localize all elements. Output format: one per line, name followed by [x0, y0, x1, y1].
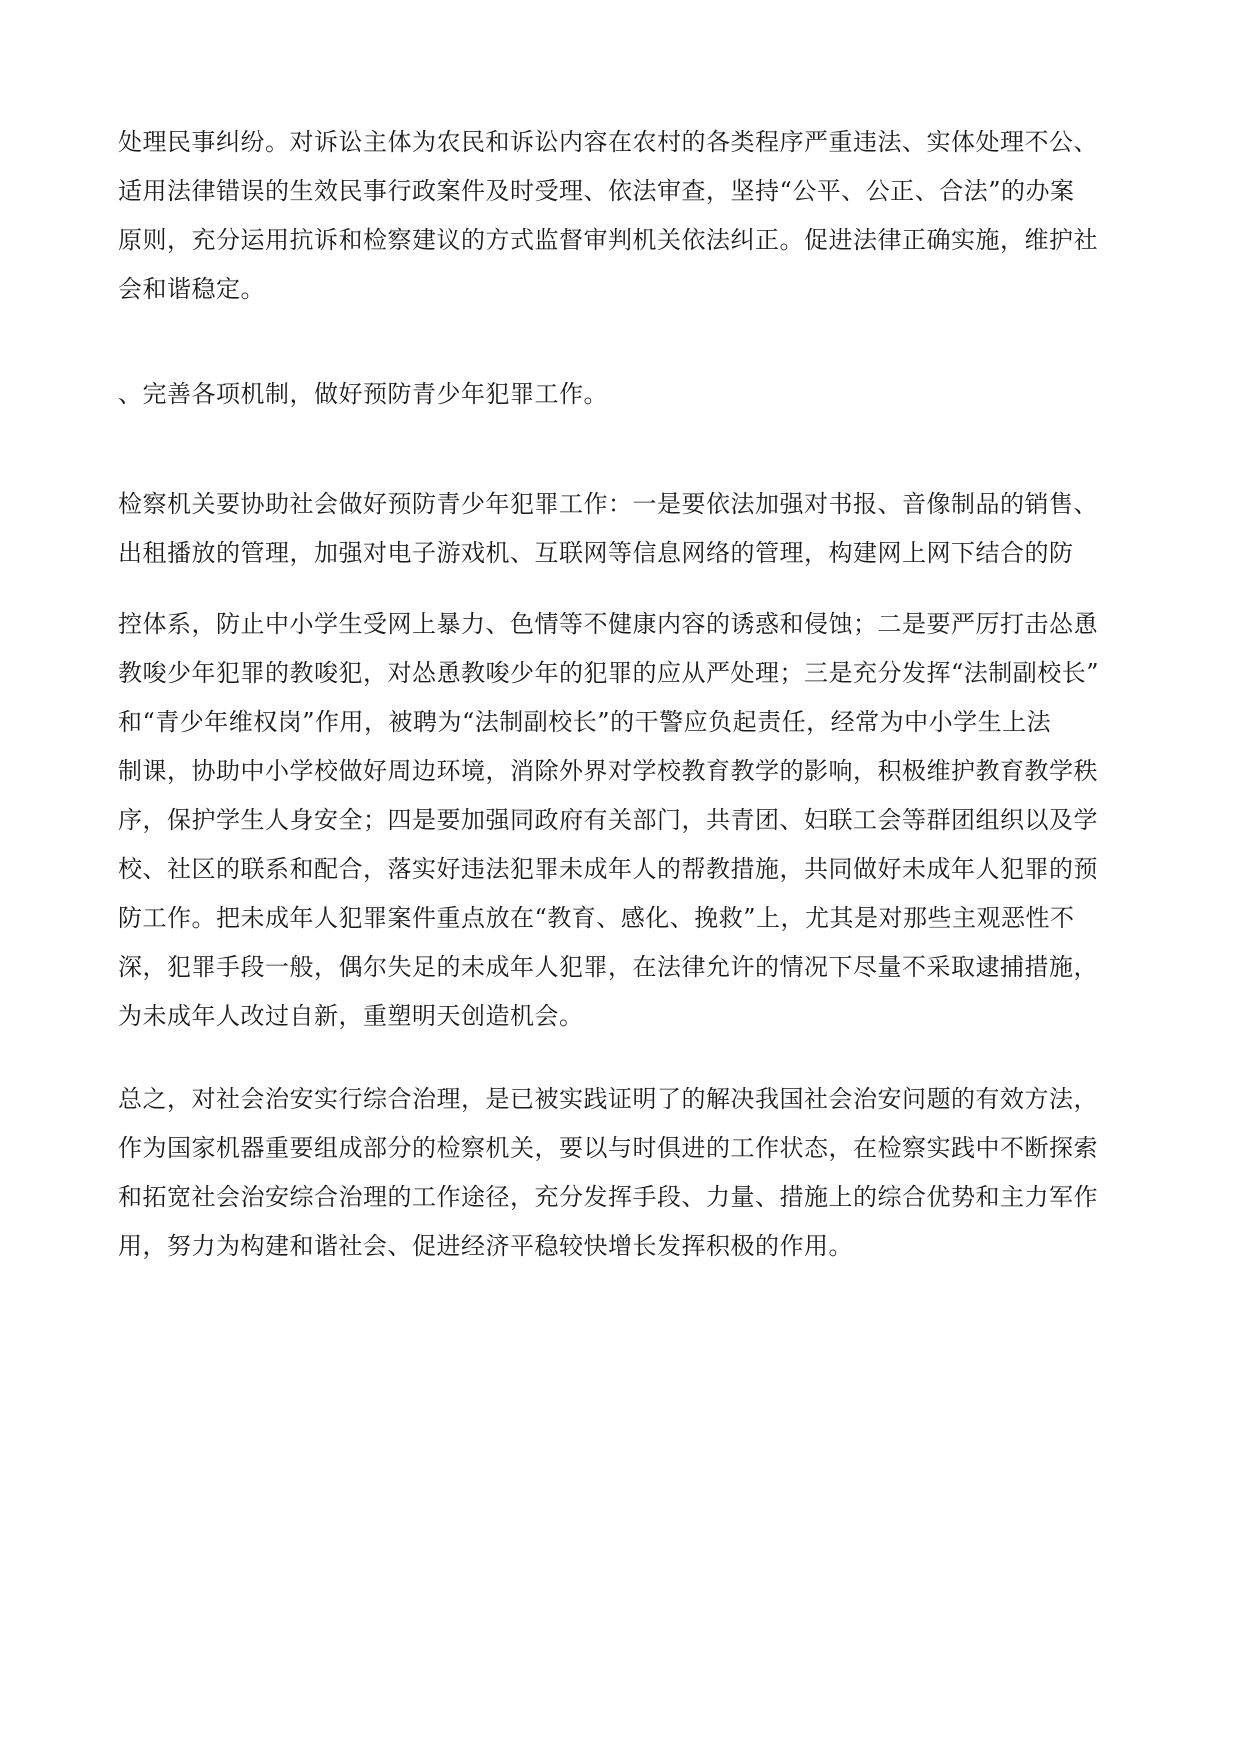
text-line: 和拓宽社会治安综合治理的工作途径，充分发挥手段、力量、措施上的综合优势和主力军作	[118, 1183, 1098, 1211]
text-line: 、完善各项机制，做好预防青少年犯罪工作。	[118, 380, 608, 408]
paragraph-conclusion	[118, 1075, 1128, 1271]
paragraph-civil-disputes	[118, 118, 1128, 314]
text-line: 检察机关要协助社会做好预防青少年犯罪工作：一是要依法加强对书报、音像制品的销售、	[118, 490, 1098, 518]
text-line: 控体系，防止中小学生受网上暴力、色情等不健康内容的诱惑和侵蚀；二是要严厉打击怂恿	[118, 610, 1098, 638]
paragraph-youth-crime-intro	[118, 480, 1128, 578]
text-line: 适用法律错误的生效民事行政案件及时受理、依法审查，坚持“公平、公正、合法”的办案	[118, 177, 1075, 205]
text-line: 教唆少年犯罪的教唆犯，对怂恿教唆少年的犯罪的应从严处理；三是充分发挥“法制副校长”	[118, 659, 1100, 687]
text-line: 用，努力为构建和谐社会、促进经济平稳较快增长发挥积极的作用。	[118, 1232, 853, 1260]
text-line: 总之，对社会治安实行综合治理，是已被实践证明了的解决我国社会治安问题的有效方法，	[118, 1085, 1098, 1113]
text-line: 校、社区的联系和配合，落实好违法犯罪未成年人的帮教措施，共同做好未成年人犯罪的预	[118, 855, 1098, 883]
text-line: 深，犯罪手段一般，偶尔失足的未成年人犯罪，在法律允许的情况下尽量不采取逮捕措施，	[118, 953, 1098, 981]
text-line: 防工作。把未成年人犯罪案件重点放在“教育、感化、挽救”上，尤其是对那些主观恶性不	[118, 904, 1075, 932]
text-line: 为未成年人改过自新，重塑明天创造机会。	[118, 1002, 584, 1030]
text-line: 作为国家机器重要组成部分的检察机关，要以与时俱进的工作状态，在检察实践中不断探索	[118, 1134, 1098, 1162]
text-line: 原则，充分运用抗诉和检察建议的方式监督审判机关依法纠正。促进法律正确实施，维护社	[118, 226, 1098, 254]
text-line: 和“青少年维权岗”作用，被聘为“法制副校长”的干警应负起责任，经常为中小学生上法	[118, 708, 1052, 736]
text-line: 序，保护学生人身安全；四是要加强同政府有关部门，共青团、妇联工会等群团组织以及学	[118, 806, 1098, 834]
text-line: 处理民事纠纷。对诉讼主体为农民和诉讼内容在农村的各类程序严重违法、实体处理不公、	[118, 128, 1098, 156]
text-line: 制课，协助中小学校做好周边环境，消除外界对学校教育教学的影响，积极维护教育教学秩	[118, 757, 1098, 785]
paragraph-youth-crime-measures	[118, 600, 1128, 1041]
section-heading-youth-crime-prevention	[118, 370, 1128, 419]
text-line: 出租播放的管理，加强对电子游戏机、互联网等信息网络的管理，构建网上网下结合的防	[118, 539, 1074, 567]
text-line: 会和谐稳定。	[118, 275, 265, 303]
